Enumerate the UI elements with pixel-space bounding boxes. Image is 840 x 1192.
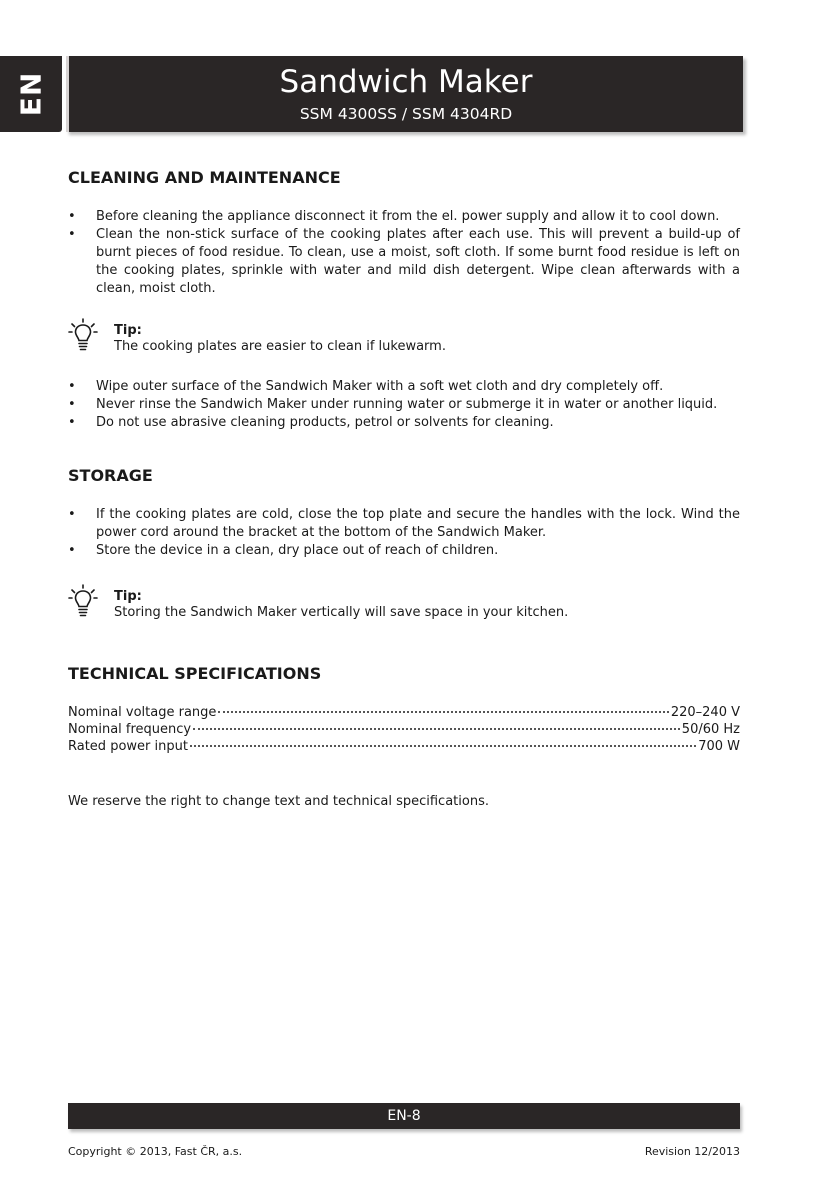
- storage-list: [68, 506, 740, 560]
- list-item: • If the cooking plates are cold, close the top plate and secure the handles with the lock. Wind the power cord around the bracket at the bottom of the Sandwich Maker.: [68, 506, 740, 542]
- spec-label: Rated power input: [68, 739, 188, 754]
- tip-label: Tip:: [114, 589, 142, 604]
- tip-text: The cooking plates are easier to clean if lukewarm.: [114, 339, 446, 354]
- spec-row: [68, 738, 740, 755]
- copyright: Copyright © 2013, Fast ČR, a.s.: [68, 1145, 243, 1158]
- list-item: • Wipe outer surface of the Sandwich Maker with a soft wet cloth and dry completely off.: [68, 378, 740, 396]
- spec-label: Nominal voltage range: [68, 705, 217, 720]
- spec-value: 50/60 Hz: [681, 722, 740, 737]
- content: [68, 168, 740, 811]
- cleaning-list: [68, 208, 740, 298]
- list-item: • Never rinse the Sandwich Maker under running water or submerge it in water or another liquid.: [68, 396, 740, 414]
- dot-leader: [190, 745, 696, 747]
- language-tab: [0, 56, 62, 132]
- cleaning-heading: CLEANING AND MAINTENANCE: [68, 168, 341, 187]
- specs-table: [68, 704, 740, 755]
- language-label: EN: [14, 71, 48, 117]
- model-numbers: SSM 4300SS / SSM 4304RD: [299, 105, 513, 123]
- cleaning-list-2: [68, 378, 740, 432]
- page-number: EN-8: [387, 1108, 421, 1124]
- spec-row: [68, 721, 740, 738]
- spec-label: Nominal frequency: [68, 722, 192, 737]
- dot-leader: [193, 728, 680, 730]
- lightbulb-icon: [68, 318, 98, 354]
- spec-value: 700 W: [698, 739, 740, 754]
- spec-row: [68, 704, 740, 721]
- page-title: Sandwich Maker: [279, 64, 533, 100]
- storage-tip: [68, 588, 740, 630]
- tip-label: Tip:: [114, 323, 142, 338]
- list-item: • Store the device in a clean, dry place out of reach of children.: [68, 542, 740, 560]
- disclaimer: We reserve the right to change text and technical specifications.: [68, 794, 489, 809]
- page-number-bar: [68, 1103, 740, 1129]
- spec-value: 220–240 V: [670, 705, 740, 720]
- title-bar: [66, 56, 743, 132]
- cleaning-tip: [68, 322, 740, 364]
- tip-text: Storing the Sandwich Maker vertically will save space in your kitchen.: [114, 605, 569, 620]
- dot-leader: [218, 711, 668, 713]
- list-item: • Do not use abrasive cleaning products, petrol or solvents for cleaning.: [68, 414, 740, 432]
- lightbulb-icon: [68, 584, 98, 620]
- revision: Revision 12/2013: [644, 1145, 740, 1158]
- list-item: • Before cleaning the appliance disconnect it from the el. power supply and allow it to cool down.: [68, 208, 740, 226]
- storage-heading: STORAGE: [68, 466, 153, 485]
- list-item: • Clean the non-stick surface of the cooking plates after each use. This will prevent a build-up of burnt pieces of food residue. To clean, use a moist, soft cloth. If some burnt food residue is left on the cooking plates, sprinkle with water and mild dish detergent. Wipe clean afterwards with a clean, moist cloth.: [68, 226, 740, 298]
- specs-heading: TECHNICAL SPECIFICATIONS: [68, 664, 322, 683]
